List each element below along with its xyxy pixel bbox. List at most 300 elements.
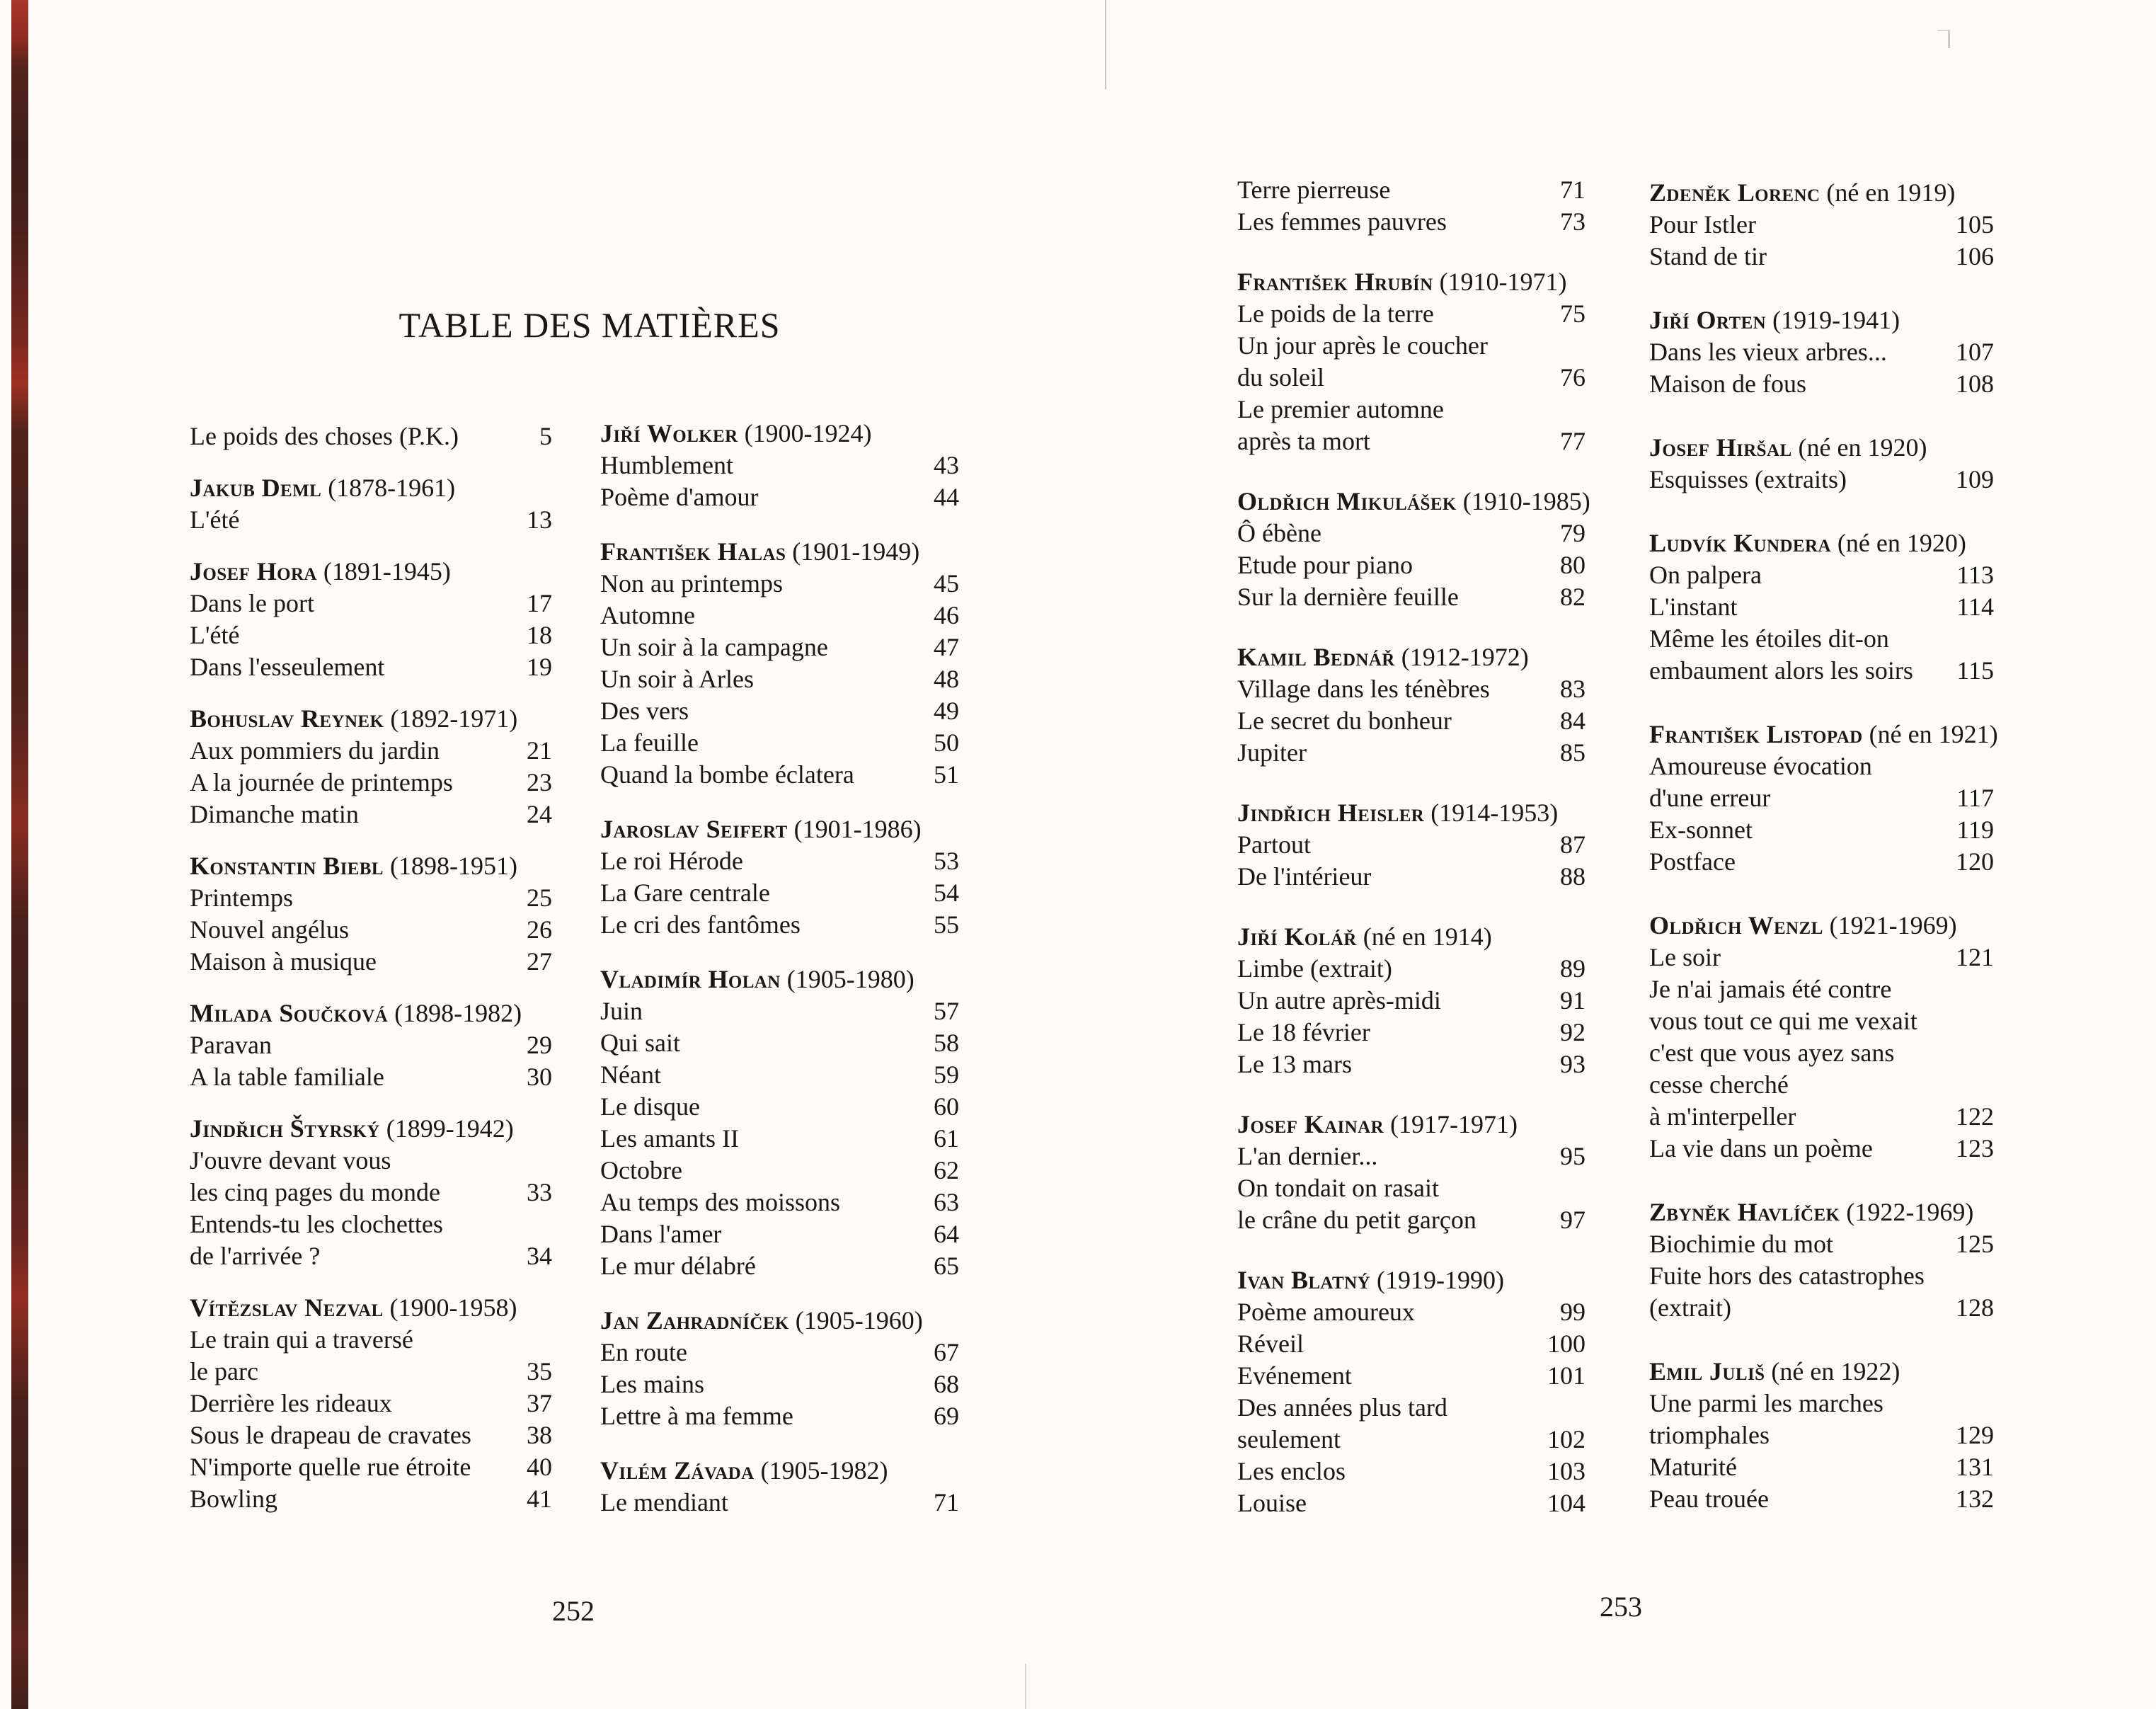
author-dates: (1901-1986) [787,815,922,843]
author-name: František Hrubín [1237,268,1433,296]
entry-page-number: 73 [1560,207,1586,236]
entry-page-number: 18 [527,621,552,649]
toc-entry-line [1649,1069,1994,1101]
toc-entry-line [600,1250,959,1282]
toc-block [1649,910,1994,1165]
author-name: Josef Kainar [1237,1110,1384,1138]
author-name: Konstantin Biebl [190,852,384,880]
entry-page-number: 43 [934,451,959,479]
entry-title: Pour Istler [1649,210,1756,239]
page-title: TABLE DES MATIÈRES [398,305,781,345]
entry-page-number: 44 [934,483,959,511]
entry-title: Dans les vieux arbres... [1649,338,1887,366]
entry-title: Les enclos [1237,1457,1346,1485]
entry-page-number: 35 [527,1357,552,1385]
author-heading [190,703,517,735]
toc-entry-line [1237,1360,1586,1392]
scanner-edge-artifact [11,0,28,1709]
page-number-right: 253 [1600,1591,1642,1623]
entry-title: Jupiter [1237,738,1307,767]
author-dates: (1917-1971) [1384,1110,1518,1138]
toc-block [190,850,552,978]
author-heading [190,556,451,588]
author-line [190,1292,552,1324]
author-dates: (1910-1985) [1456,487,1590,515]
entry-page-number: 132 [1956,1485,1994,1513]
entry-title: Dans le port [190,589,314,617]
toc-entry-line [190,735,552,767]
entry-title: Je n'ai jamais été contre [1649,975,1892,1003]
author-heading [1649,527,1966,559]
entry-page-number: 128 [1956,1293,1994,1322]
toc-entry-line [600,727,959,759]
author-heading [1649,719,1998,750]
toc-entry-line [1649,1005,1994,1037]
author-line [1237,797,1586,829]
toc-entry-line [600,631,959,663]
entry-page-number: 108 [1956,370,1994,398]
toc-entry-line [1237,705,1586,737]
entry-page-number: 48 [934,665,959,693]
toc-block [1649,527,1994,687]
entry-page-number: 71 [934,1488,959,1516]
author-name: Vilém Závada [600,1456,755,1485]
entry-title: La vie dans un poème [1649,1134,1873,1162]
toc-column-right-2 [1649,177,1998,1515]
entry-page-number: 103 [1547,1457,1586,1485]
author-dates: (1892-1971) [384,704,518,733]
entry-page-number: 23 [527,768,552,796]
entry-page-number: 60 [934,1092,959,1121]
toc-entry-line [190,1029,552,1061]
toc-entry-line [1649,1101,1994,1133]
toc-entry-line [600,1155,959,1187]
toc-entry-line [1237,1487,1586,1519]
entry-title: vous tout ce qui me vexait [1649,1007,1917,1035]
toc-block [190,472,552,536]
author-heading [1237,486,1590,518]
toc-entry-line [1649,209,1994,241]
entry-title: Le 18 février [1237,1018,1370,1046]
entry-page-number: 24 [527,800,552,828]
entry-title: le parc [190,1357,258,1385]
entry-title: les cinq pages du monde [190,1178,440,1206]
entry-page-number: 84 [1560,707,1586,735]
toc-block [1237,486,1590,613]
entry-title: Qui sait [600,1029,680,1057]
entry-page-number: 62 [934,1156,959,1184]
entry-title: Octobre [600,1156,682,1184]
author-heading [190,998,522,1029]
toc-entry-line [600,1337,959,1368]
toc-entry-line [1237,1017,1586,1048]
entry-page-number: 76 [1560,363,1586,391]
author-line [1649,719,1998,750]
toc-column-right-1 [1237,174,1590,1519]
toc-entry-line [1237,1204,1586,1236]
toc-entry-line [1237,1296,1586,1328]
toc-entry-line [600,1187,959,1218]
entry-title: En route [600,1338,687,1366]
entry-page-number: 19 [527,653,552,681]
toc-block [190,421,552,452]
author-heading [1237,797,1558,829]
entry-title: L'an dernier... [1237,1142,1378,1170]
entry-page-number: 91 [1560,986,1586,1014]
toc-entry-line [600,759,959,791]
toc-entry-line [1237,829,1586,861]
toc-block [600,1455,959,1519]
toc-entry-line [600,450,959,481]
toc-entry-line [600,1368,959,1400]
author-name: Ludvík Kundera [1649,529,1831,557]
entry-page-number: 38 [527,1421,552,1449]
toc-block [600,813,959,941]
entry-page-number: 92 [1560,1018,1586,1046]
entry-page-number: 37 [527,1389,552,1417]
toc-entry-line [1237,549,1586,581]
author-name: Oldřich Wenzl [1649,911,1823,939]
entry-title: Biochimie du mot [1649,1230,1833,1258]
entry-page-number: 107 [1956,338,1994,366]
entry-title: Néant [600,1061,661,1089]
author-line [190,998,552,1029]
author-heading [600,536,919,568]
entry-page-number: 29 [527,1031,552,1059]
entry-page-number: 63 [934,1188,959,1216]
toc-entry-line [1237,1456,1586,1487]
entry-title: N'importe quelle rue étroite [190,1453,471,1481]
entry-title: Le soir [1649,943,1721,971]
entry-title: Sous le drapeau de cravates [190,1421,471,1449]
entry-page-number: 97 [1560,1206,1586,1234]
author-line [1649,527,1994,559]
toc-block [190,556,552,683]
entry-page-number: 88 [1560,862,1586,891]
entry-page-number: 26 [527,915,552,944]
entry-title: Etude pour piano [1237,551,1413,579]
entry-title: du soleil [1237,363,1324,391]
toc-entry-line [1649,1228,1994,1260]
author-dates: (1900-1958) [383,1293,517,1322]
entry-page-number: 30 [527,1063,552,1091]
entry-title: Humblement [600,451,733,479]
toc-entry-line [190,619,552,651]
toc-entry-line [1237,1141,1586,1172]
author-name: Oldřich Mikulášek [1237,487,1457,515]
author-dates: (1905-1980) [780,965,914,993]
author-dates: (né en 1919) [1820,178,1956,207]
entry-title: Dimanche matin [190,800,359,828]
entry-page-number: 68 [934,1370,959,1398]
toc-block [1649,1356,1994,1515]
author-line [600,964,959,995]
entry-page-number: 17 [527,589,552,617]
toc-entry-line [1649,1451,1994,1483]
entry-title: Printemps [190,884,294,912]
entry-page-number: 47 [934,633,959,661]
entry-page-number: 80 [1560,551,1586,579]
toc-entry-line [1649,336,1994,368]
entry-page-number: 121 [1956,943,1994,971]
entry-title: On tondait on rasait [1237,1174,1439,1202]
author-heading [1649,910,1957,942]
toc-block [1237,921,1586,1080]
author-dates: (né en 1920) [1830,529,1966,557]
page-gutter-line-top [1105,0,1106,89]
entry-title: Sur la dernière feuille [1237,583,1459,611]
toc-entry-line [1237,362,1586,394]
author-heading [1237,641,1529,673]
toc-entry-line [1649,464,1994,496]
entry-title: Un autre après-midi [1237,986,1441,1014]
author-line [190,703,552,735]
entry-page-number: 106 [1956,242,1994,270]
entry-title: à m'interpeller [1649,1102,1796,1131]
entry-page-number: 115 [1956,656,1994,685]
entry-page-number: 41 [527,1485,552,1513]
entry-title: De l'intérieur [1237,862,1372,891]
toc-entry-line [190,1388,552,1419]
toc-entry-line [600,481,959,513]
toc-block [190,1113,552,1272]
entry-title: Lettre à ma femme [600,1402,793,1430]
author-line [1237,641,1586,673]
entry-page-number: 82 [1560,583,1586,611]
toc-block [1237,641,1586,769]
entry-title: L'été [190,621,240,649]
entry-page-number: 51 [934,760,959,789]
entry-page-number: 21 [527,736,552,765]
entry-page-number: 83 [1560,675,1586,703]
author-name: Vladimír Holan [600,965,781,993]
entry-title: Les femmes pauvres [1237,207,1447,236]
entry-title: Stand de tir [1649,242,1767,270]
author-dates: (1878-1961) [321,474,456,502]
entry-title: Des vers [600,697,689,725]
author-dates: (1899-1942) [379,1114,514,1143]
toc-entry-line [600,1059,959,1091]
entry-page-number: 5 [539,422,552,450]
toc-entry-line [1237,737,1586,769]
author-dates: (1905-1982) [754,1456,888,1485]
entry-page-number: 46 [934,601,959,629]
page-gutter-line-bottom [1025,1664,1026,1709]
author-name: Jaroslav Seifert [600,815,788,843]
author-dates: (1919-1990) [1370,1266,1504,1294]
author-line [1237,266,1586,298]
toc-entry-line [1237,298,1586,330]
entry-page-number: 65 [934,1252,959,1280]
entry-title: Le disque [600,1092,700,1121]
entry-title: Le secret du bonheur [1237,707,1452,735]
author-heading [1649,1196,1973,1228]
author-heading [190,1113,514,1145]
entry-page-number: 40 [527,1453,552,1481]
entry-page-number: 104 [1547,1489,1586,1517]
author-line [1237,1109,1586,1141]
author-heading [1649,304,1900,336]
toc-block [1237,266,1586,457]
entry-page-number: 120 [1956,847,1994,876]
entry-page-number: 55 [934,910,959,939]
author-dates: (1912-1972) [1394,643,1529,671]
entry-title: d'une erreur [1649,784,1771,812]
author-line [600,1455,959,1487]
author-dates: (1921-1969) [1823,911,1957,939]
author-name: Jakub Deml [190,474,322,502]
entry-title: Partout [1237,830,1311,859]
entry-page-number: 64 [934,1220,959,1248]
entry-page-number: 59 [934,1061,959,1089]
toc-block [1237,797,1586,893]
toc-block [1237,1109,1586,1236]
entry-title: Fuite hors des catastrophes [1649,1262,1925,1290]
entry-title: Le 13 mars [1237,1050,1352,1078]
author-line [1237,1264,1586,1296]
toc-entry-line [1237,206,1586,238]
toc-entry-line [600,909,959,941]
toc-entry-line [190,588,552,619]
entry-page-number: 131 [1956,1453,1994,1481]
entry-title: c'est que vous ayez sans [1649,1039,1895,1067]
toc-block [190,1292,552,1515]
toc-entry-line [1237,861,1586,893]
toc-entry-line [1649,750,1994,782]
toc-entry-line [190,1208,552,1240]
author-line [190,850,552,882]
entry-page-number: 87 [1560,830,1586,859]
entry-title: Un soir à Arles [600,665,754,693]
toc-entry-line [1237,1048,1586,1080]
entry-page-number: 54 [934,879,959,907]
entry-title: Un jour après le coucher [1237,331,1488,360]
toc-entry-line [1237,985,1586,1017]
scan-corner-artifact [1937,30,1950,48]
author-heading [600,418,872,450]
toc-entry-line [190,767,552,799]
toc-entry-line [1237,1392,1586,1424]
author-dates: (1901-1949) [786,537,920,566]
entry-page-number: 75 [1560,299,1586,328]
entry-title: Les mains [600,1370,704,1398]
entry-page-number: 34 [527,1242,552,1270]
author-heading [1237,1264,1504,1296]
entry-page-number: 117 [1956,784,1994,812]
entry-title: Louise [1237,1489,1307,1517]
author-name: Jan Zahradníček [600,1306,789,1334]
toc-entry-line [1237,174,1586,206]
author-name: Josef Hora [190,557,317,585]
toc-block [1237,1264,1586,1519]
entry-title: Quand la bombe éclatera [600,760,854,789]
entry-page-number: 125 [1956,1230,1994,1258]
author-name: Milada Součková [190,999,389,1027]
entry-title: Village dans les ténèbres [1237,675,1490,703]
entry-title: Le train qui a traversé [190,1325,413,1354]
author-heading [190,1292,517,1324]
author-heading [600,1305,923,1337]
entry-page-number: 45 [934,569,959,598]
toc-entry-line [190,1324,552,1356]
entry-title: Dans l'amer [600,1220,722,1248]
entry-page-number: 33 [527,1178,552,1206]
author-line [190,556,552,588]
entry-title: Non au printemps [600,569,783,598]
entry-page-number: 13 [527,505,552,534]
author-line [1649,304,1994,336]
toc-block [1649,304,1994,400]
author-name: Jiří Orten [1649,306,1767,334]
toc-entry-line [600,1091,959,1123]
toc-entry-line [1649,942,1994,973]
entry-title: Automne [600,601,695,629]
toc-entry-line [1237,394,1586,425]
toc-entry-line [1237,581,1586,613]
toc-entry-line [190,1177,552,1208]
entry-page-number: 50 [934,728,959,757]
author-dates: (né en 1914) [1356,922,1492,951]
entry-page-number: 102 [1547,1425,1586,1453]
entry-title: Limbe (extrait) [1237,954,1392,983]
toc-entry-line [1237,1328,1586,1360]
author-line [1237,921,1586,953]
toc-entry-line [1649,814,1994,846]
entry-title: Ex-sonnet [1649,816,1753,844]
entry-title: Maison à musique [190,947,377,976]
author-line [190,472,552,504]
toc-block [600,964,959,1282]
entry-title: On palpera [1649,561,1762,589]
author-dates: (né en 1920) [1791,433,1927,462]
toc-entry-line [1649,1133,1994,1165]
entry-page-number: 58 [934,1029,959,1057]
entry-title: Postface [1649,847,1736,876]
entry-page-number: 93 [1560,1050,1586,1078]
entry-title: Bowling [190,1485,278,1513]
entry-title: Peau trouée [1649,1485,1769,1513]
entry-page-number: 79 [1560,519,1586,547]
entry-page-number: 25 [527,884,552,912]
entry-title: A la journée de printemps [190,768,453,796]
entry-page-number: 123 [1956,1134,1994,1162]
toc-entry-line [1649,559,1994,591]
author-line [600,1305,959,1337]
toc-entry-line [600,1027,959,1059]
author-dates: (1898-1982) [388,999,522,1027]
entry-page-number: 119 [1956,816,1994,844]
author-heading [1649,432,1927,464]
toc-entry-line [190,914,552,946]
entry-title: Le cri des fantômes [600,910,801,939]
author-name: Emil Juliš [1649,1357,1765,1385]
entry-title: Nouvel angélus [190,915,349,944]
toc-entry-line [190,1419,552,1451]
entry-title: Réveil [1237,1330,1304,1358]
entry-title: Maison de fous [1649,370,1806,398]
toc-entry-line [190,1145,552,1177]
entry-title: Des années plus tard [1237,1393,1447,1422]
toc-entry-line [1649,591,1994,623]
toc-entry-line [600,600,959,631]
toc-entry-line [600,877,959,909]
author-line [1649,1356,1994,1388]
author-line [1649,177,1994,209]
entry-page-number: 61 [934,1124,959,1153]
toc-entry-line [600,995,959,1027]
entry-title: J'ouvre devant vous [190,1146,391,1174]
author-dates: (1905-1960) [789,1306,923,1334]
